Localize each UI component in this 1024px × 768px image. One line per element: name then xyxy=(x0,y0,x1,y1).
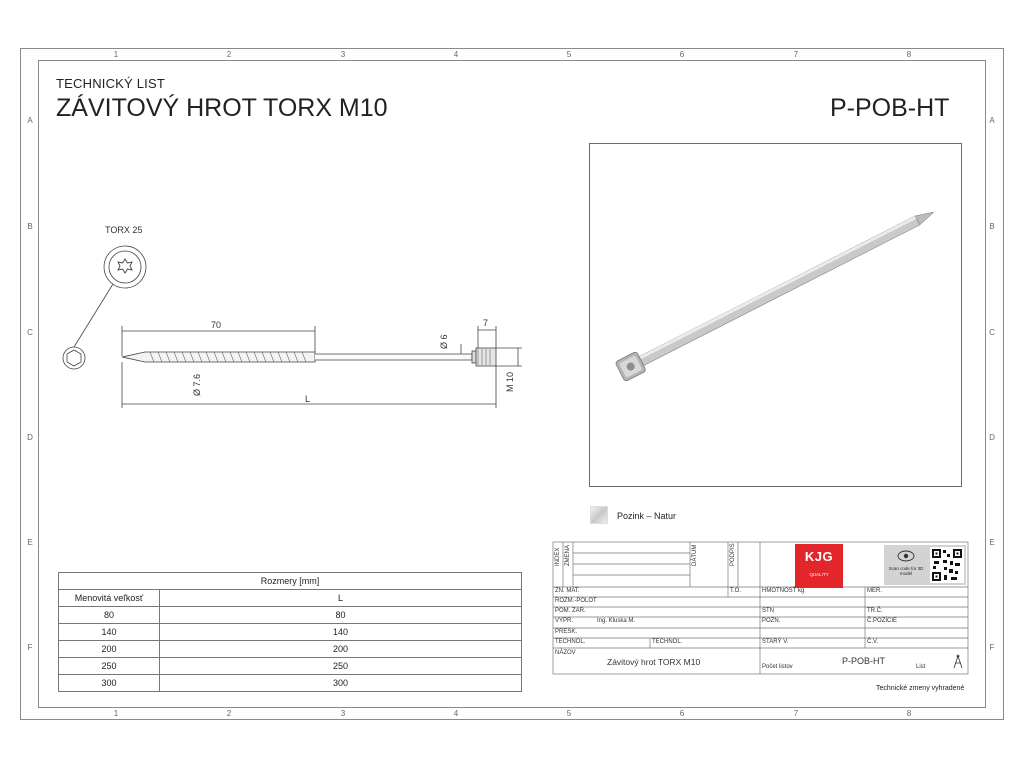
kjg-logo-quality: QUALITY xyxy=(809,572,829,577)
dim-head-length: 7 xyxy=(483,318,489,328)
zone-row: F xyxy=(27,643,33,652)
compass-icon xyxy=(952,654,964,670)
zone-col: 1 xyxy=(113,709,119,718)
product-code: P-POB-HT xyxy=(830,94,950,122)
tb-vypr: VYPR. xyxy=(555,618,574,624)
torx-label: TORX 25 xyxy=(105,225,143,235)
tb-tr-c: TR.Č. xyxy=(867,608,883,614)
tb-code: P-POB-HT xyxy=(842,656,886,666)
dim-metric: M 10 xyxy=(505,371,515,392)
zone-col: 7 xyxy=(793,50,799,59)
tb-label-index: INDEX xyxy=(555,547,561,566)
zone-col: 6 xyxy=(679,709,685,718)
tb-c-pozicie: Č.POZÍCIE xyxy=(867,618,898,624)
tb-label-zmena: ZMENA xyxy=(565,545,571,566)
tb-label-podpis: PODPIS xyxy=(730,543,736,566)
table-cell: 140 xyxy=(59,624,160,641)
zone-row: B xyxy=(27,222,33,231)
product-title: ZÁVITOVÝ HROT TORX M10 xyxy=(56,94,388,122)
scan-text: Scan code for 3D model xyxy=(888,566,924,576)
table-cell: 250 xyxy=(59,658,160,675)
sheet-subtitle: TECHNICKÝ LIST xyxy=(56,76,165,91)
table-cell: 200 xyxy=(160,641,522,658)
zone-col: 3 xyxy=(340,709,346,718)
tb-nazov-value: Závitový hrot TORX M10 xyxy=(607,657,701,667)
tb-c-v: Č.V. xyxy=(867,639,879,645)
zone-col: 8 xyxy=(906,50,912,59)
table-cell: 300 xyxy=(59,675,160,692)
dim-thread-diameter: Ø 7.6 xyxy=(192,373,202,396)
qr-scan-panel xyxy=(884,545,966,585)
tb-rozm-polot: ROZM.-POLOT xyxy=(555,598,597,604)
table-cell: 80 xyxy=(160,607,522,624)
table-cell: 250 xyxy=(160,658,522,675)
zone-col: 1 xyxy=(113,50,119,59)
zone-col: 4 xyxy=(453,709,459,718)
tb-vypr-name: Ing. Kluska M. xyxy=(597,618,636,624)
zone-row: E xyxy=(989,538,995,547)
tb-stn: STN xyxy=(762,608,774,614)
zone-col: 3 xyxy=(340,50,346,59)
table-cell: 140 xyxy=(160,624,522,641)
zone-row: E xyxy=(27,538,33,547)
zone-row: A xyxy=(27,116,33,125)
zone-row: B xyxy=(989,222,995,231)
tb-pocet-listov: Počet listov xyxy=(762,664,793,670)
tb-stary-v: STARÝ V. xyxy=(762,639,789,645)
tb-mer: MER. xyxy=(867,588,882,594)
table-header: L xyxy=(160,590,522,607)
table-cell: 300 xyxy=(160,675,522,692)
dim-total-length: L xyxy=(305,394,311,404)
zone-col: 2 xyxy=(226,50,232,59)
zone-row: C xyxy=(989,328,995,337)
tb-nazov: NÁZOV xyxy=(555,650,576,656)
kjg-logo-text: KJG xyxy=(804,549,834,564)
tb-hmotnost: HMOTNOSŤ kg xyxy=(762,588,805,594)
tb-to: T.O. xyxy=(730,588,742,594)
zone-col: 5 xyxy=(566,50,572,59)
zone-col: 4 xyxy=(453,50,459,59)
tb-technol-2: TECHNOL. xyxy=(652,639,683,645)
table-caption: Rozmery [mm] xyxy=(59,573,522,590)
zone-row: C xyxy=(27,328,33,337)
dim-thread-length: 70 xyxy=(211,320,222,330)
kjg-logo xyxy=(795,544,843,588)
finish-label: Pozink – Natur xyxy=(617,511,677,521)
table-header: Menovitá veľkosť xyxy=(59,590,160,607)
zone-col: 5 xyxy=(566,709,572,718)
tb-zn-mat: ZN. MAT. xyxy=(555,588,580,594)
table-cell: 200 xyxy=(59,641,160,658)
tb-pozn: POZN. xyxy=(762,618,781,624)
eye-icon xyxy=(896,549,916,563)
technical-changes-note: Technické zmeny vyhradené xyxy=(876,685,965,692)
table-cell: 80 xyxy=(59,607,160,624)
tb-presk: PRESK. xyxy=(555,629,578,635)
tb-label-datum: DÁTUM xyxy=(692,544,698,566)
qr-code-icon xyxy=(930,547,964,583)
zone-row: D xyxy=(27,433,33,442)
zone-col: 7 xyxy=(793,709,799,718)
tb-technol-1: TECHNOL. xyxy=(555,639,586,645)
dim-shank-diameter: Ø 6 xyxy=(439,334,449,349)
zone-row: D xyxy=(989,433,995,442)
zone-col: 6 xyxy=(679,50,685,59)
zone-row: A xyxy=(989,116,995,125)
zone-row: F xyxy=(989,643,995,652)
zone-col: 2 xyxy=(226,709,232,718)
tb-pom-zar: POM. ZAR. xyxy=(555,608,586,614)
zone-col: 8 xyxy=(906,709,912,718)
tb-list: List xyxy=(916,664,926,670)
